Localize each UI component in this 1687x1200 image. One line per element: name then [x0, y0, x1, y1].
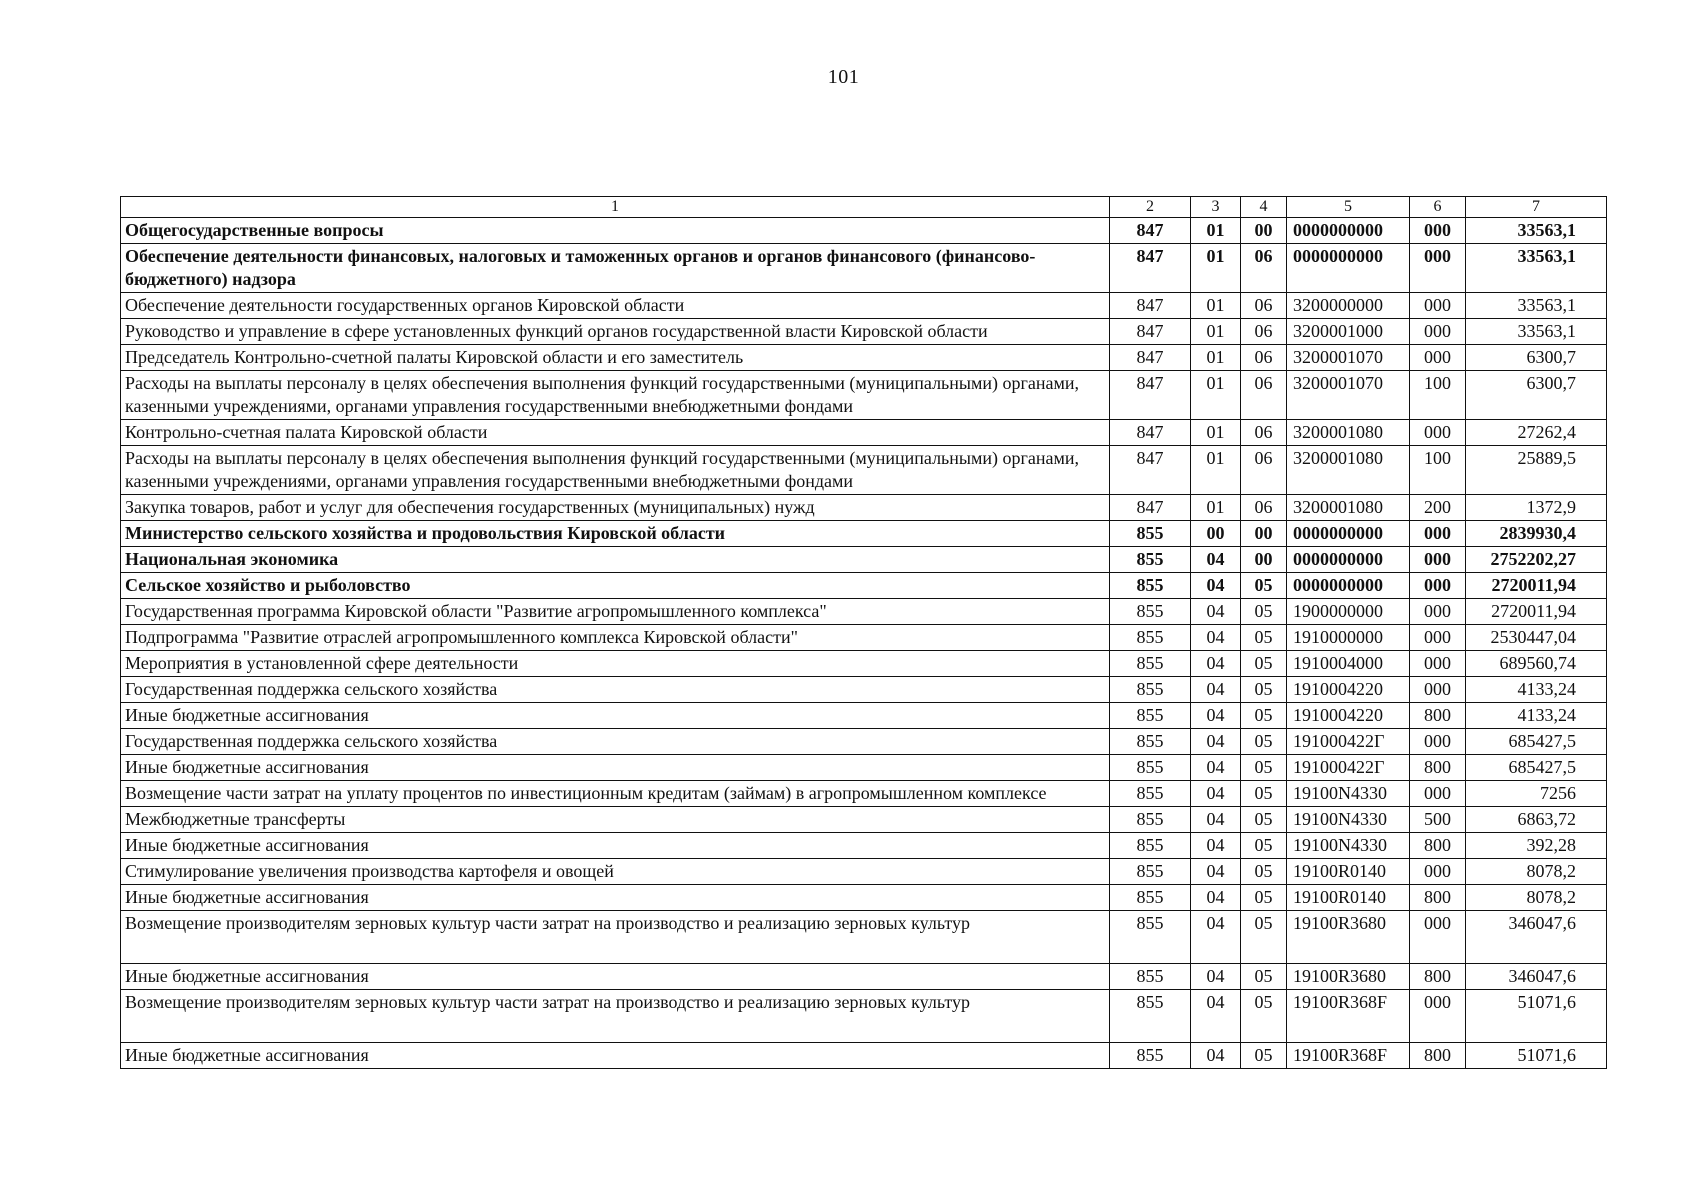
row-admin-code: 847 [1110, 420, 1191, 446]
row-expense-type: 000 [1410, 293, 1466, 319]
row-target-article: 19100R3680 [1287, 964, 1410, 990]
row-subsection: 06 [1241, 371, 1287, 420]
row-target-article: 191000422Г [1287, 729, 1410, 755]
row-target-article: 3200001070 [1287, 371, 1410, 420]
row-section: 04 [1191, 651, 1241, 677]
header-col-2: 2 [1110, 197, 1191, 218]
row-subsection: 06 [1241, 345, 1287, 371]
row-section: 01 [1191, 371, 1241, 420]
header-col-6: 6 [1410, 197, 1466, 218]
row-subsection: 05 [1241, 964, 1287, 990]
row-subsection: 05 [1241, 599, 1287, 625]
table-row [121, 911, 1607, 964]
row-section: 04 [1191, 547, 1241, 573]
row-admin-code: 855 [1110, 729, 1191, 755]
row-target-article: 1910004220 [1287, 677, 1410, 703]
row-amount: 4133,24 [1466, 703, 1607, 729]
row-subsection: 06 [1241, 420, 1287, 446]
row-name: Иные бюджетные ассигнования [121, 833, 1110, 859]
row-admin-code: 847 [1110, 218, 1191, 244]
table-row [121, 1043, 1607, 1069]
row-section: 04 [1191, 807, 1241, 833]
row-subsection: 06 [1241, 319, 1287, 345]
row-target-article: 3200000000 [1287, 293, 1410, 319]
row-amount: 2720011,94 [1466, 573, 1607, 599]
table-row [121, 319, 1607, 345]
row-admin-code: 855 [1110, 651, 1191, 677]
table-row [121, 703, 1607, 729]
row-amount: 51071,6 [1466, 990, 1607, 1043]
row-section: 04 [1191, 703, 1241, 729]
row-target-article: 1910004220 [1287, 703, 1410, 729]
row-name: Государственная поддержка сельского хозяйства [121, 729, 1110, 755]
row-name: Иные бюджетные ассигнования [121, 755, 1110, 781]
row-amount: 33563,1 [1466, 244, 1607, 293]
row-expense-type: 000 [1410, 218, 1466, 244]
row-amount: 4133,24 [1466, 677, 1607, 703]
row-name: Государственная поддержка сельского хозяйства [121, 677, 1110, 703]
row-expense-type: 000 [1410, 990, 1466, 1043]
row-expense-type: 000 [1410, 573, 1466, 599]
row-subsection: 06 [1241, 495, 1287, 521]
row-expense-type: 100 [1410, 446, 1466, 495]
row-expense-type: 000 [1410, 521, 1466, 547]
row-name: Обеспечение деятельности финансовых, налоговых и таможенных органов и органов финансового (финансово-бюджетного) надзора [121, 244, 1110, 293]
table-row [121, 573, 1607, 599]
row-name: Иные бюджетные ассигнования [121, 703, 1110, 729]
table-row [121, 420, 1607, 446]
header-col-3: 3 [1191, 197, 1241, 218]
row-admin-code: 847 [1110, 319, 1191, 345]
row-target-article: 19100R0140 [1287, 859, 1410, 885]
row-target-article: 19100N4330 [1287, 807, 1410, 833]
row-target-article: 1900000000 [1287, 599, 1410, 625]
row-target-article: 3200001080 [1287, 495, 1410, 521]
row-section: 00 [1191, 521, 1241, 547]
row-section: 04 [1191, 964, 1241, 990]
row-subsection: 05 [1241, 781, 1287, 807]
table-row [121, 218, 1607, 244]
row-subsection: 00 [1241, 521, 1287, 547]
row-section: 04 [1191, 599, 1241, 625]
row-name: Подпрограмма "Развитие отраслей агропромышленного комплекса Кировской области" [121, 625, 1110, 651]
row-subsection: 05 [1241, 1043, 1287, 1069]
row-admin-code: 855 [1110, 781, 1191, 807]
row-target-article: 19100R368F [1287, 1043, 1410, 1069]
row-target-article: 3200001000 [1287, 319, 1410, 345]
row-amount: 51071,6 [1466, 1043, 1607, 1069]
row-admin-code: 855 [1110, 625, 1191, 651]
row-subsection: 05 [1241, 990, 1287, 1043]
row-subsection: 05 [1241, 703, 1287, 729]
row-expense-type: 000 [1410, 345, 1466, 371]
row-admin-code: 855 [1110, 990, 1191, 1043]
row-expense-type: 800 [1410, 833, 1466, 859]
row-amount: 346047,6 [1466, 911, 1607, 964]
row-target-article: 0000000000 [1287, 218, 1410, 244]
header-col-5: 5 [1287, 197, 1410, 218]
row-subsection: 05 [1241, 885, 1287, 911]
row-admin-code: 855 [1110, 833, 1191, 859]
row-expense-type: 800 [1410, 1043, 1466, 1069]
row-amount: 33563,1 [1466, 218, 1607, 244]
row-admin-code: 855 [1110, 885, 1191, 911]
row-amount: 685427,5 [1466, 755, 1607, 781]
row-amount: 8078,2 [1466, 885, 1607, 911]
row-expense-type: 000 [1410, 729, 1466, 755]
budget-table [120, 196, 1607, 1069]
row-amount: 6863,72 [1466, 807, 1607, 833]
row-admin-code: 855 [1110, 1043, 1191, 1069]
table-row [121, 345, 1607, 371]
row-amount: 1372,9 [1466, 495, 1607, 521]
row-section: 04 [1191, 677, 1241, 703]
row-name: Возмещение производителям зерновых культур части затрат на производство и реализацию зерновых культур [121, 990, 1110, 1043]
row-name: Межбюджетные трансферты [121, 807, 1110, 833]
table-row [121, 446, 1607, 495]
table-row [121, 964, 1607, 990]
header-col-1: 1 [121, 197, 1110, 218]
row-expense-type: 000 [1410, 244, 1466, 293]
row-target-article: 1910004000 [1287, 651, 1410, 677]
table-body [121, 218, 1607, 1069]
table-row [121, 521, 1607, 547]
row-amount: 6300,7 [1466, 371, 1607, 420]
row-amount: 25889,5 [1466, 446, 1607, 495]
row-admin-code: 855 [1110, 964, 1191, 990]
row-section: 04 [1191, 833, 1241, 859]
row-expense-type: 000 [1410, 781, 1466, 807]
table-row [121, 990, 1607, 1043]
row-amount: 689560,74 [1466, 651, 1607, 677]
row-expense-type: 000 [1410, 420, 1466, 446]
row-amount: 7256 [1466, 781, 1607, 807]
row-amount: 8078,2 [1466, 859, 1607, 885]
row-admin-code: 855 [1110, 547, 1191, 573]
row-admin-code: 855 [1110, 599, 1191, 625]
row-name: Руководство и управление в сфере установленных функций органов государственной власти Кировской области [121, 319, 1110, 345]
row-expense-type: 200 [1410, 495, 1466, 521]
row-target-article: 3200001070 [1287, 345, 1410, 371]
row-admin-code: 847 [1110, 495, 1191, 521]
table-row [121, 781, 1607, 807]
row-amount: 6300,7 [1466, 345, 1607, 371]
row-section: 04 [1191, 729, 1241, 755]
row-section: 04 [1191, 573, 1241, 599]
row-section: 01 [1191, 218, 1241, 244]
row-amount: 2720011,94 [1466, 599, 1607, 625]
table-row [121, 729, 1607, 755]
row-name: Стимулирование увеличения производства картофеля и овощей [121, 859, 1110, 885]
row-section: 01 [1191, 345, 1241, 371]
row-section: 04 [1191, 625, 1241, 651]
row-expense-type: 000 [1410, 547, 1466, 573]
row-target-article: 0000000000 [1287, 573, 1410, 599]
row-section: 01 [1191, 319, 1241, 345]
row-section: 01 [1191, 495, 1241, 521]
row-section: 04 [1191, 911, 1241, 964]
row-expense-type: 100 [1410, 371, 1466, 420]
table-row [121, 677, 1607, 703]
row-section: 04 [1191, 885, 1241, 911]
row-amount: 33563,1 [1466, 293, 1607, 319]
row-section: 04 [1191, 859, 1241, 885]
row-target-article: 3200001080 [1287, 446, 1410, 495]
table-row [121, 244, 1607, 293]
row-subsection: 00 [1241, 547, 1287, 573]
row-name: Сельское хозяйство и рыболовство [121, 573, 1110, 599]
table-header-row [121, 197, 1607, 218]
row-subsection: 05 [1241, 677, 1287, 703]
row-name: Возмещение производителям зерновых культур части затрат на производство и реализацию зерновых культур [121, 911, 1110, 964]
table-row [121, 833, 1607, 859]
row-expense-type: 000 [1410, 651, 1466, 677]
row-name: Закупка товаров, работ и услуг для обеспечения государственных (муниципальных) нужд [121, 495, 1110, 521]
row-name: Контрольно-счетная палата Кировской области [121, 420, 1110, 446]
table-row [121, 625, 1607, 651]
row-subsection: 05 [1241, 729, 1287, 755]
row-name: Государственная программа Кировской области "Развитие агропромышленного комплекса" [121, 599, 1110, 625]
row-admin-code: 847 [1110, 371, 1191, 420]
row-amount: 392,28 [1466, 833, 1607, 859]
row-target-article: 19100R0140 [1287, 885, 1410, 911]
table-row [121, 755, 1607, 781]
row-expense-type: 000 [1410, 319, 1466, 345]
row-admin-code: 855 [1110, 859, 1191, 885]
row-subsection: 00 [1241, 218, 1287, 244]
row-admin-code: 855 [1110, 677, 1191, 703]
row-expense-type: 000 [1410, 677, 1466, 703]
row-target-article: 19100N4330 [1287, 781, 1410, 807]
table-row [121, 859, 1607, 885]
row-amount: 27262,4 [1466, 420, 1607, 446]
row-target-article: 3200001080 [1287, 420, 1410, 446]
row-section: 01 [1191, 293, 1241, 319]
row-name: Обеспечение деятельности государственных органов Кировской области [121, 293, 1110, 319]
row-target-article: 1910000000 [1287, 625, 1410, 651]
row-target-article: 19100N4330 [1287, 833, 1410, 859]
row-name: Иные бюджетные ассигнования [121, 885, 1110, 911]
table-row [121, 547, 1607, 573]
row-subsection: 05 [1241, 573, 1287, 599]
row-amount: 2752202,27 [1466, 547, 1607, 573]
row-amount: 2530447,04 [1466, 625, 1607, 651]
row-name: Иные бюджетные ассигнования [121, 964, 1110, 990]
row-expense-type: 500 [1410, 807, 1466, 833]
table-row [121, 807, 1607, 833]
header-col-4: 4 [1241, 197, 1287, 218]
row-expense-type: 000 [1410, 625, 1466, 651]
row-name: Иные бюджетные ассигнования [121, 1043, 1110, 1069]
row-subsection: 06 [1241, 446, 1287, 495]
row-section: 04 [1191, 990, 1241, 1043]
row-expense-type: 800 [1410, 703, 1466, 729]
row-name: Председатель Контрольно-счетной палаты Кировской области и его заместитель [121, 345, 1110, 371]
row-expense-type: 800 [1410, 755, 1466, 781]
row-admin-code: 855 [1110, 521, 1191, 547]
row-subsection: 05 [1241, 651, 1287, 677]
row-subsection: 05 [1241, 859, 1287, 885]
row-name: Расходы на выплаты персоналу в целях обеспечения выполнения функций государственными (муниципальными) органами, казенными учреждениями, органами управления государственными внебюджетными фондами [121, 446, 1110, 495]
row-admin-code: 847 [1110, 293, 1191, 319]
row-amount: 33563,1 [1466, 319, 1607, 345]
row-subsection: 05 [1241, 833, 1287, 859]
row-expense-type: 800 [1410, 964, 1466, 990]
row-name: Мероприятия в установленной сфере деятельности [121, 651, 1110, 677]
row-name: Национальная экономика [121, 547, 1110, 573]
row-section: 01 [1191, 446, 1241, 495]
row-subsection: 05 [1241, 807, 1287, 833]
row-amount: 685427,5 [1466, 729, 1607, 755]
row-name: Общегосударственные вопросы [121, 218, 1110, 244]
row-target-article: 19100R3680 [1287, 911, 1410, 964]
row-expense-type: 000 [1410, 599, 1466, 625]
row-target-article: 0000000000 [1287, 547, 1410, 573]
row-expense-type: 000 [1410, 859, 1466, 885]
row-admin-code: 855 [1110, 911, 1191, 964]
row-amount: 346047,6 [1466, 964, 1607, 990]
row-amount: 2839930,4 [1466, 521, 1607, 547]
row-target-article: 0000000000 [1287, 521, 1410, 547]
row-expense-type: 000 [1410, 911, 1466, 964]
page-number: 101 [827, 66, 860, 88]
row-admin-code: 855 [1110, 573, 1191, 599]
row-section: 04 [1191, 781, 1241, 807]
header-col-7: 7 [1466, 197, 1607, 218]
row-admin-code: 847 [1110, 345, 1191, 371]
table-row [121, 293, 1607, 319]
row-expense-type: 800 [1410, 885, 1466, 911]
row-target-article: 19100R368F [1287, 990, 1410, 1043]
table-row [121, 885, 1607, 911]
row-admin-code: 855 [1110, 755, 1191, 781]
row-admin-code: 855 [1110, 807, 1191, 833]
row-subsection: 05 [1241, 625, 1287, 651]
row-target-article: 0000000000 [1287, 244, 1410, 293]
row-target-article: 191000422Г [1287, 755, 1410, 781]
table-row [121, 651, 1607, 677]
table-row [121, 371, 1607, 420]
row-subsection: 05 [1241, 911, 1287, 964]
row-name: Министерство сельского хозяйства и продовольствия Кировской области [121, 521, 1110, 547]
row-name: Возмещение части затрат на уплату процентов по инвестиционным кредитам (займам) в агропромышленном комплексе [121, 781, 1110, 807]
row-section: 01 [1191, 244, 1241, 293]
row-admin-code: 847 [1110, 446, 1191, 495]
row-section: 04 [1191, 1043, 1241, 1069]
table-row [121, 599, 1607, 625]
row-admin-code: 847 [1110, 244, 1191, 293]
row-subsection: 05 [1241, 755, 1287, 781]
row-name: Расходы на выплаты персоналу в целях обеспечения выполнения функций государственными (муниципальными) органами, казенными учреждениями, органами управления государственными внебюджетными фондами [121, 371, 1110, 420]
table-row [121, 495, 1607, 521]
row-admin-code: 855 [1110, 703, 1191, 729]
row-section: 04 [1191, 755, 1241, 781]
row-section: 01 [1191, 420, 1241, 446]
row-subsection: 06 [1241, 293, 1287, 319]
row-subsection: 06 [1241, 244, 1287, 293]
